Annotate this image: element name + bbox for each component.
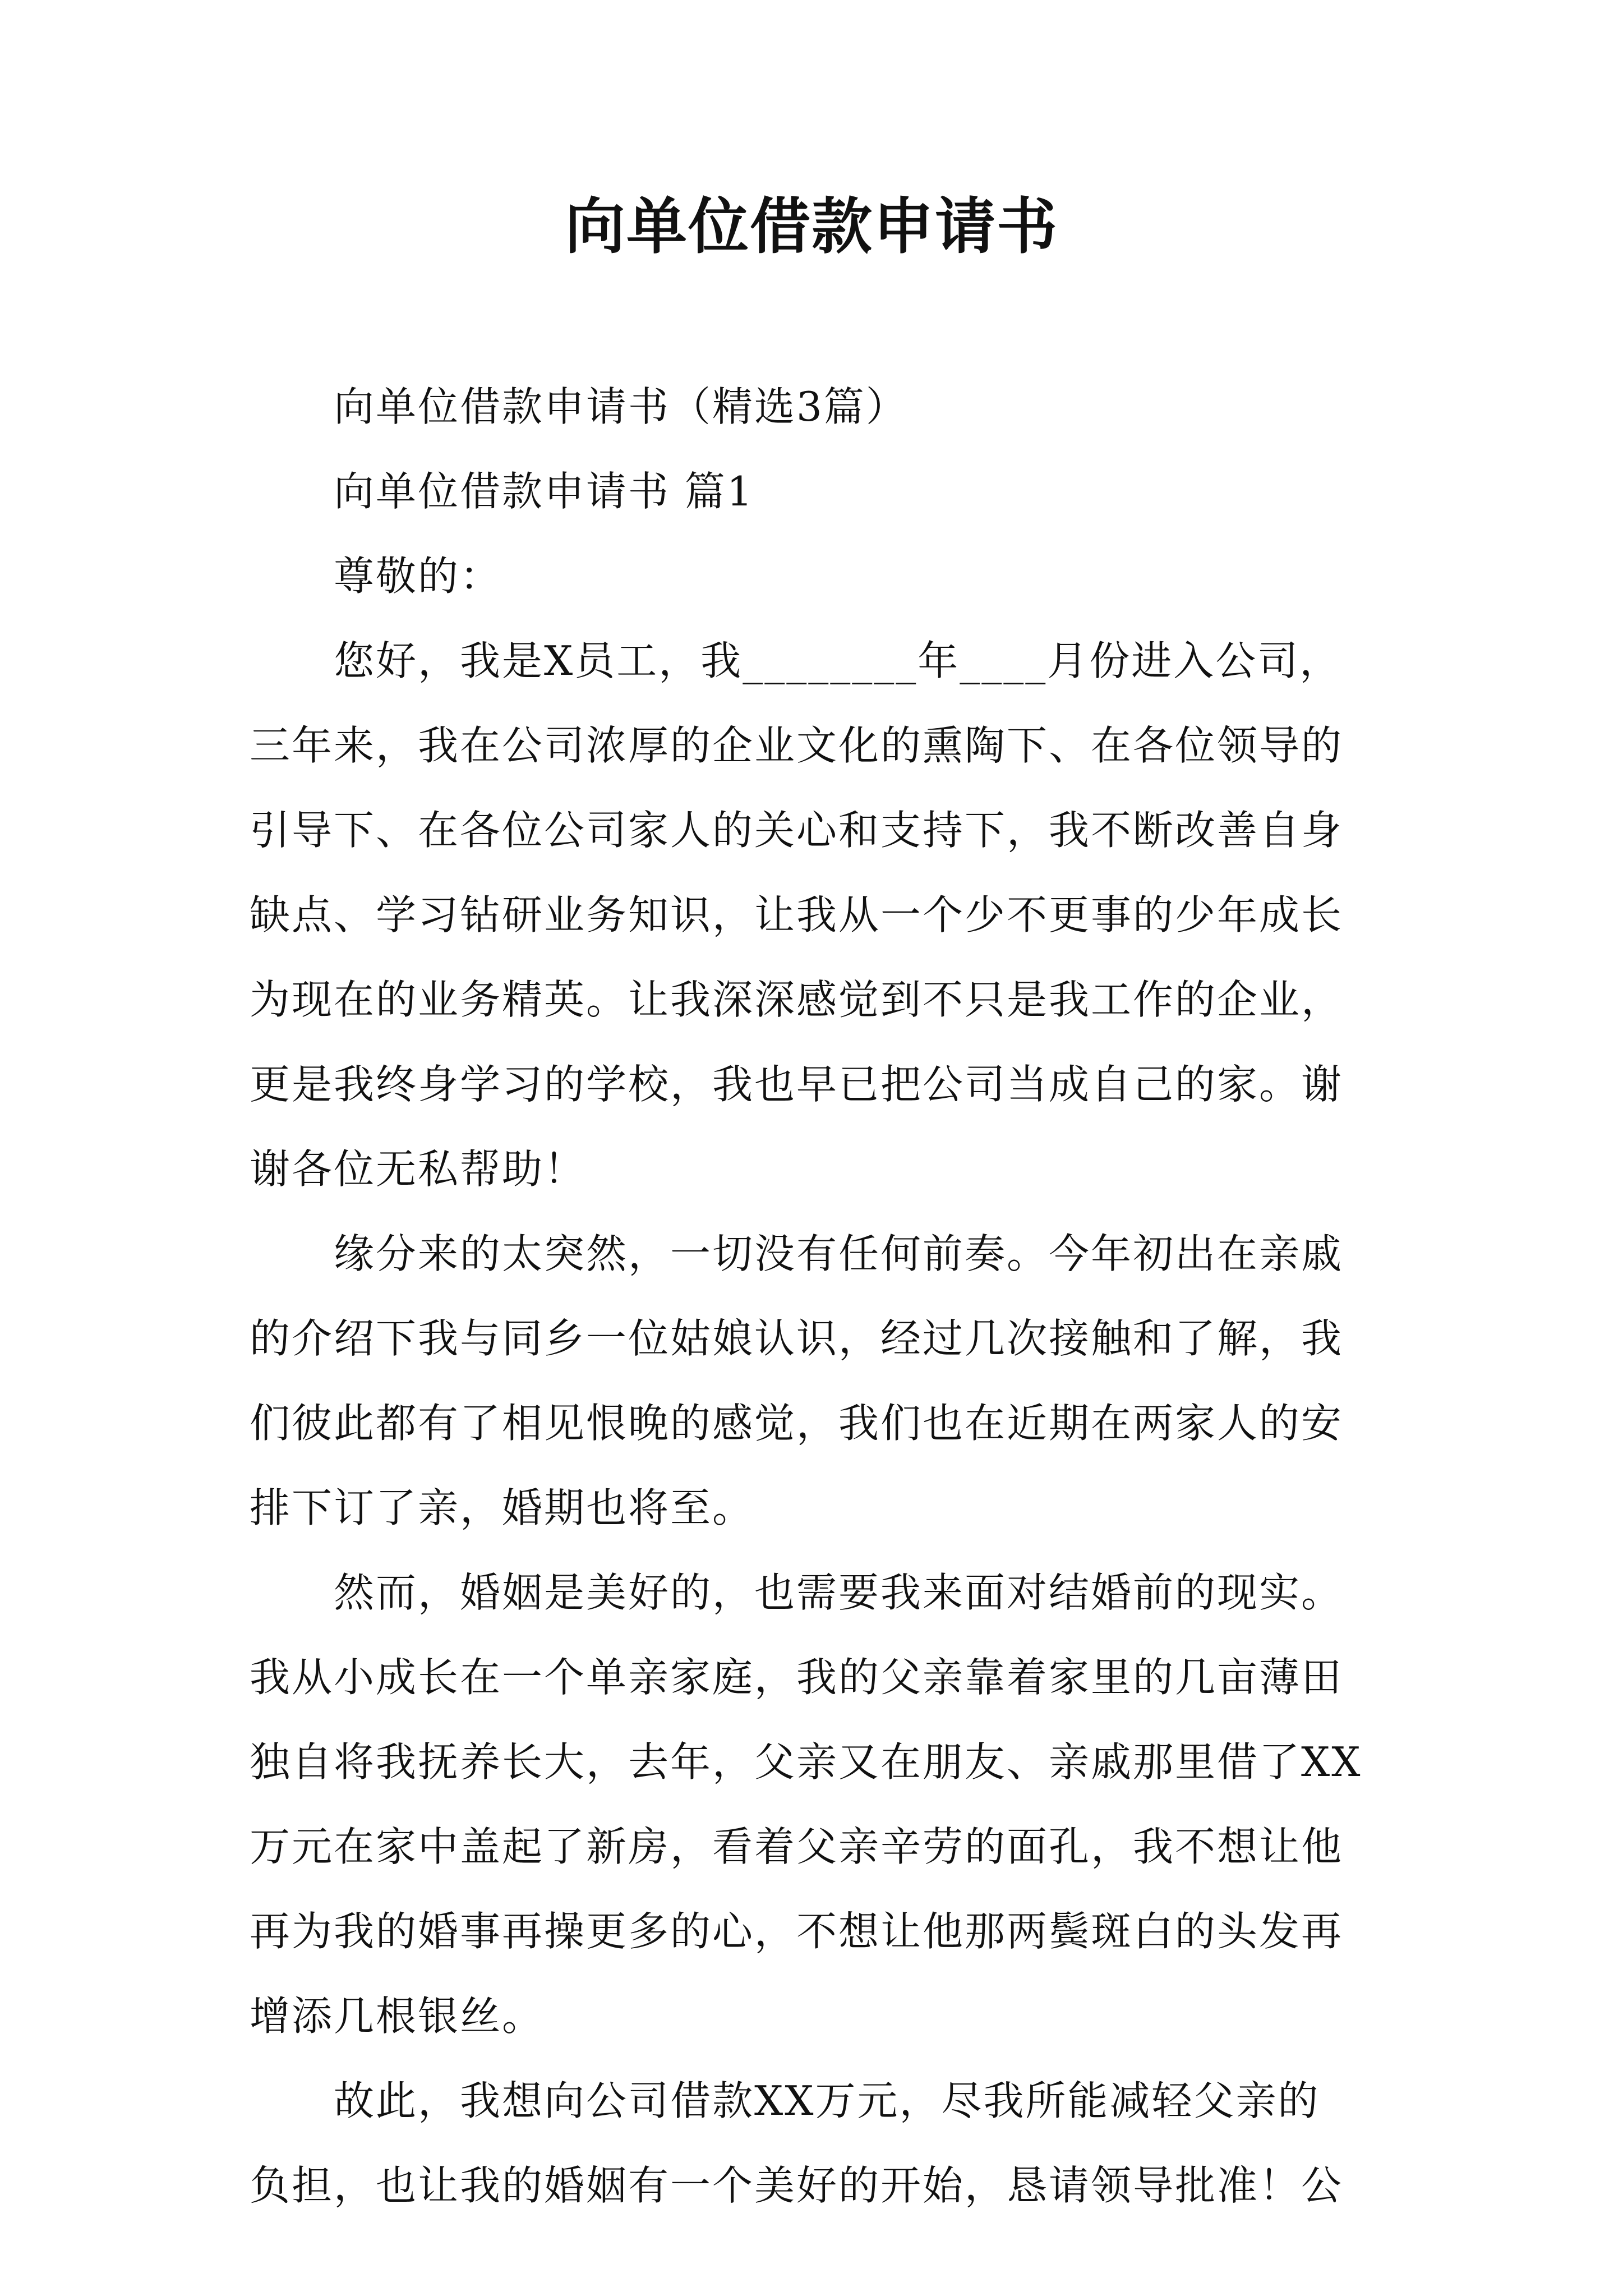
doc-line: 谢各位无私帮助！ xyxy=(250,1145,587,1193)
doc-line: 向单位借款申请书 篇1 xyxy=(334,468,754,515)
doc-line: 然而，婚姻是美好的，也需要我来面对结婚前的现实。 xyxy=(334,1569,1344,1616)
doc-line: 三年来，我在公司浓厚的企业文化的熏陶下、在各位领导的 xyxy=(250,722,1344,769)
doc-line: 故此，我想向公司借款XX万元，尽我所能减轻父亲的 xyxy=(334,2077,1320,2124)
doc-line: 缘分来的太突然，一切没有任何前奏。今年初出在亲戚 xyxy=(334,1230,1344,1277)
doc-line: 再为我的婚事再操更多的心，不想让他那两鬓斑白的头发再 xyxy=(250,1908,1344,1955)
document-title: 向单位借款申请书 xyxy=(564,191,1058,262)
doc-line: 排下订了亲，婚期也将至。 xyxy=(250,1484,755,1531)
document-body xyxy=(250,365,1405,2228)
doc-line: 负担，也让我的婚姻有一个美好的开始，恳请领导批准！公 xyxy=(250,2162,1344,2209)
doc-line: 您好，我是X员工，我________年____月份进入公司， xyxy=(334,637,1342,684)
doc-line: 增添几根银丝。 xyxy=(250,1993,545,2040)
doc-line: 们彼此都有了相见恨晚的感觉，我们也在近期在两家人的安 xyxy=(250,1400,1344,1447)
doc-line: 为现在的业务精英。让我深深感觉到不只是我工作的企业， xyxy=(250,976,1344,1023)
doc-line: 我从小成长在一个单亲家庭，我的父亲靠着家里的几亩薄田 xyxy=(250,1654,1344,1701)
doc-line: 更是我终身学习的学校，我也早已把公司当成自己的家。谢 xyxy=(250,1061,1344,1108)
doc-line: 独自将我抚养长大，去年，父亲又在朋友、亲戚那里借了XX xyxy=(250,1738,1362,1786)
doc-line: 缺点、学习钻研业务知识，让我从一个少不更事的少年成长 xyxy=(250,891,1344,938)
doc-line: 的介绍下我与同乡一位姑娘认识，经过几次接触和了解，我 xyxy=(250,1315,1344,1362)
doc-line: 引导下、在各位公司家人的关心和支持下，我不断改善自身 xyxy=(250,807,1344,854)
doc-line: 万元在家中盖起了新房，看着父亲辛劳的面孔，我不想让他 xyxy=(250,1823,1344,1870)
doc-line: 尊敬的： xyxy=(334,553,502,600)
doc-line: 向单位借款申请书（精选3篇） xyxy=(334,383,908,430)
